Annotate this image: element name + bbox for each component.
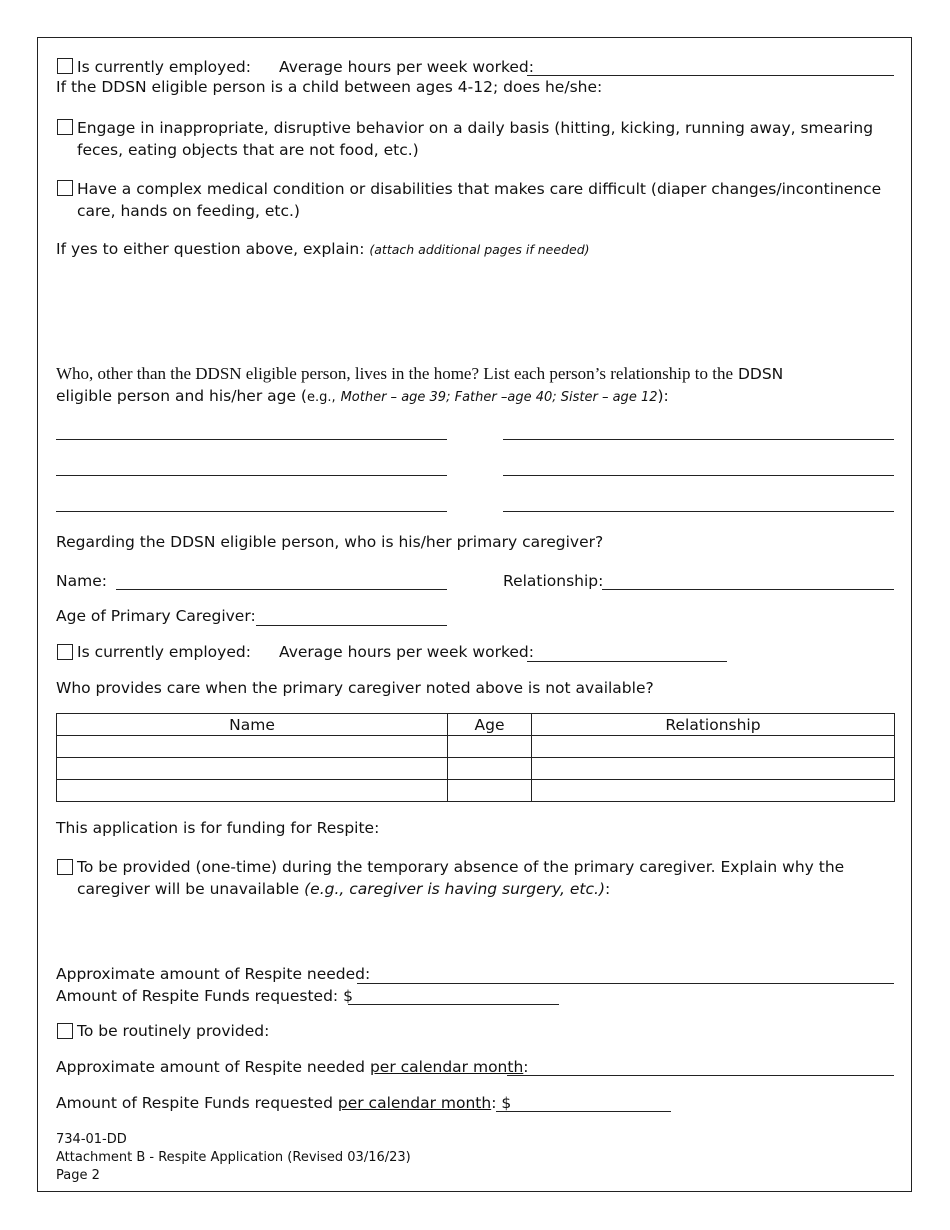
column-header-name: Name: [57, 714, 448, 736]
behavior-checkbox[interactable]: [57, 119, 73, 135]
routine-checkbox[interactable]: [57, 1023, 73, 1039]
household-field-3[interactable]: [56, 475, 447, 476]
table-cell[interactable]: [448, 736, 532, 758]
hours-field-1[interactable]: [527, 75, 894, 76]
monthly-funds-underlined: per calendar month: [337, 1094, 492, 1112]
monthly-needed-underlined: per calendar month: [369, 1058, 524, 1076]
employed-checkbox-1[interactable]: [57, 58, 73, 74]
table-cell[interactable]: [57, 758, 448, 780]
explain-area[interactable]: [56, 262, 894, 358]
household-field-6[interactable]: [503, 511, 894, 512]
form-title: Attachment B - Respite Application (Revised 03/16/23): [56, 1150, 411, 1165]
household-question-serif: Who, other than the DDSN eligible person, lives in the home? List each person’s relationship to the: [56, 364, 734, 383]
column-header-age: Age: [448, 714, 532, 736]
name-field[interactable]: [116, 589, 447, 590]
table-cell[interactable]: [57, 780, 448, 802]
household-field-5[interactable]: [56, 511, 447, 512]
behavior-item: Engage in inappropriate, disruptive behavior on a daily basis (hitting, kicking, running away, smearing feces, eating objects that are not food, etc.): [77, 119, 874, 159]
age-field[interactable]: [256, 625, 447, 626]
one-time-example: (e.g., caregiver is having surgery, etc.): [304, 880, 605, 898]
backup-question: Who provides care when the primary caregiver noted above is not available?: [56, 679, 654, 697]
explain-label: If yes to either question above, explain:: [56, 240, 365, 258]
explain-line: [56, 239, 590, 260]
age-label: Age of Primary Caregiver:: [56, 607, 256, 625]
monthly-needed-field[interactable]: [507, 1075, 894, 1076]
hours-label-1: Average hours per week worked:: [279, 58, 534, 76]
one-time-end: :: [605, 880, 611, 898]
table-cell[interactable]: [532, 736, 895, 758]
amount-needed-label: Approximate amount of Respite needed:: [56, 965, 371, 983]
employed-label-1: Is currently employed:: [77, 58, 251, 76]
monthly-funds-suffix: : $: [491, 1094, 512, 1112]
household-question-line2: [56, 386, 669, 408]
hours-label-2: Average hours per week worked:: [279, 643, 534, 661]
employed-label-2: Is currently employed:: [77, 643, 251, 661]
one-time-label: To be provided (one-time) during the temporary absence of the primary caregiver. Explain why the caregiver will be unavailable: [77, 858, 845, 898]
funds-requested-field[interactable]: [348, 1004, 559, 1005]
household-eg-end: ):: [657, 387, 669, 405]
table-cell[interactable]: [57, 736, 448, 758]
medical-checkbox[interactable]: [57, 180, 73, 196]
monthly-funds-line: [56, 1093, 511, 1113]
page-number: Page 2: [56, 1168, 100, 1183]
table-header-row: [57, 714, 895, 736]
one-time-checkbox[interactable]: [57, 859, 73, 875]
monthly-needed-line: [56, 1057, 529, 1077]
table-cell[interactable]: [532, 780, 895, 802]
household-eg-prefix: e.g.,: [306, 390, 336, 405]
child-intro: If the DDSN eligible person is a child between ages 4-12; does he/she:: [56, 78, 603, 96]
relationship-field[interactable]: [602, 589, 894, 590]
form-number: 734-01-DD: [56, 1132, 127, 1147]
table-row: [57, 758, 895, 780]
hours-field-2[interactable]: [527, 661, 727, 662]
monthly-needed-label: Approximate amount of Respite needed: [56, 1058, 366, 1076]
monthly-funds-label: Amount of Respite Funds requested: [56, 1094, 333, 1112]
backup-care-table: [56, 713, 895, 802]
table-cell[interactable]: [448, 758, 532, 780]
table-cell[interactable]: [448, 780, 532, 802]
table-row: [57, 780, 895, 802]
household-eg-text: Mother – age 39; Father –age 40; Sister – age 12: [340, 390, 658, 405]
routine-label: To be routinely provided:: [77, 1022, 270, 1040]
explain-note: (attach additional pages if needed): [369, 242, 590, 257]
caregiver-question: Regarding the DDSN eligible person, who is his/her primary caregiver?: [56, 533, 604, 551]
household-line2-text: eligible person and his/her age (: [56, 387, 307, 405]
amount-needed-field[interactable]: [357, 983, 894, 984]
household-question-line1: [56, 364, 783, 384]
column-header-relationship: Relationship: [532, 714, 895, 736]
one-time-text: [77, 856, 877, 900]
household-question-ddsn: DDSN: [737, 365, 784, 383]
table-cell[interactable]: [532, 758, 895, 780]
employed-checkbox-2[interactable]: [57, 644, 73, 660]
household-field-2[interactable]: [503, 439, 894, 440]
funding-intro: This application is for funding for Respite:: [56, 819, 380, 837]
monthly-funds-field[interactable]: [496, 1111, 671, 1112]
name-label: Name:: [56, 572, 107, 590]
household-field-1[interactable]: [56, 439, 447, 440]
monthly-needed-suffix: :: [523, 1058, 529, 1076]
medical-item: Have a complex medical condition or disabilities that makes care difficult (diaper changes/incontinence care, hands on feeding, etc.): [77, 180, 882, 220]
relationship-label: Relationship:: [503, 572, 604, 590]
household-field-4[interactable]: [503, 475, 894, 476]
table-row: [57, 736, 895, 758]
funds-requested-label: Amount of Respite Funds requested: $: [56, 987, 353, 1005]
